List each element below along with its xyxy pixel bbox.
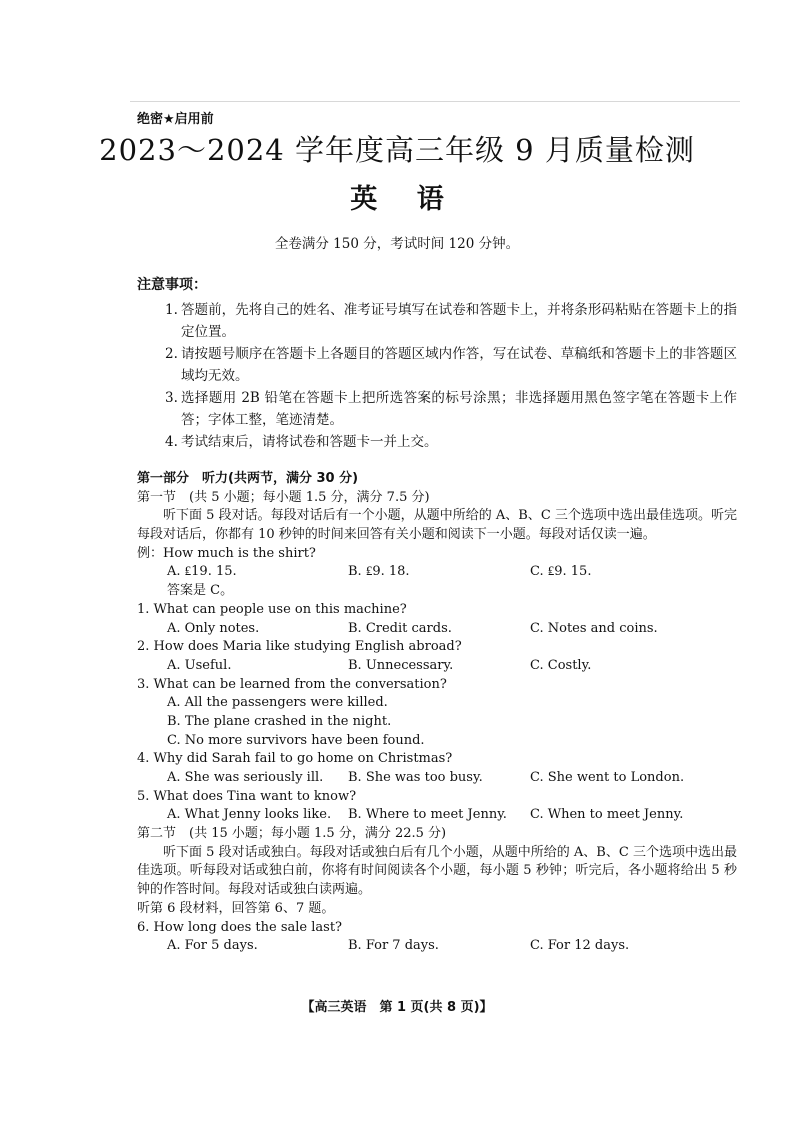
notice-item-text: 考试结束后，请将试卷和答题卡一并上交。: [181, 434, 438, 450]
question-1-options: [137, 620, 737, 639]
question-2-options: [137, 657, 737, 676]
notice-item-number: 2.: [165, 346, 178, 362]
option-c: C. For 12 days.: [530, 938, 630, 954]
option-c: C. She went to London.: [530, 770, 685, 786]
option-c: C. ₤9. 15.: [530, 564, 592, 580]
listening-section: [137, 470, 737, 956]
page-footer: 【高三英语 第 1 页(共 8 页)】: [301, 1000, 493, 1015]
section2-instructions: 听下面 5 段对话或独白。每段对话或独白后有几个小题，从题中所给的 A、B、C 三个选项中选出最佳选项。听每段对话或独白前，你将有时间阅读各个小题，每小题 5 秒钟；听完后，各小题将给出 5 秒钟的作答时间。每段对话或独白读两遍。: [137, 844, 737, 898]
option-b: B. ₤9. 18.: [348, 564, 410, 580]
option-b: B. For 7 days.: [348, 938, 439, 954]
option-b: B. She was too busy.: [348, 770, 483, 786]
option-a: A. What Jenny looks like.: [167, 807, 332, 823]
notice-item-number: 3.: [165, 390, 178, 406]
option-b: B. Where to meet Jenny.: [348, 807, 507, 823]
question-5-options: [137, 806, 737, 825]
question-3: 3. What can be learned from the conversation?: [137, 676, 447, 692]
option-b: B. Credit cards.: [348, 620, 452, 636]
exam-info: 全卷满分 150 分，考试时间 120 分钟。: [274, 236, 520, 252]
section1-heading: 第一节 (共 5 小题；每小题 1.5 分，满分 7.5 分): [137, 489, 430, 505]
notice-section: [137, 274, 737, 453]
option-a: A. All the passengers were killed.: [167, 695, 388, 711]
notice-item-text: 答题前，先将自己的姓名、准考证号填写在试卷和答题卡上，并将条形码粘贴在答题卡上的指定位置。: [181, 302, 737, 340]
subject-title: 英 语: [350, 184, 444, 215]
option-b: B. The plane crashed in the night.: [167, 713, 392, 729]
question-1: 1. What can people use on this machine?: [137, 601, 407, 617]
example-options: [137, 563, 737, 582]
option-c: C. Costly.: [530, 657, 592, 673]
notice-item-text: 请按题号顺序在答题卡上各题目的答题区域内作答，写在试卷、草稿纸和答题卡上的非答题区域均无效。: [181, 346, 737, 384]
notice-title: 注意事项：: [137, 277, 207, 293]
notice-item: [165, 343, 737, 387]
option-a: A. ₤19. 15.: [167, 564, 237, 580]
option-c: C. No more survivors have been found.: [167, 732, 425, 748]
secret-label: 绝密★启用前: [137, 112, 214, 127]
question-2: 2. How does Maria like studying English abroad?: [137, 639, 462, 655]
example-question: 例：How much is the shirt?: [137, 545, 316, 561]
section1-instructions: 听下面 5 段对话。每段对话后有一个小题，从题中所给的 A、B、C 三个选项中选出最佳选项。听完每段对话后，你都有 10 秒钟的时间来回答有关小题和阅读下一小题。每段对话仅读一遍。: [137, 508, 737, 543]
question-6-options: [137, 937, 737, 956]
notice-item-number: 1.: [165, 302, 178, 318]
top-rule: [130, 101, 740, 102]
material-note: 听第 6 段材料，回答第 6、7 题。: [137, 900, 335, 916]
exam-title: 2023～2024 学年度高三年级 9 月质量检测: [99, 133, 695, 167]
notice-item-number: 4.: [165, 434, 178, 450]
question-6: 6. How long does the sale last?: [137, 919, 343, 935]
option-c: C. Notes and coins.: [530, 620, 658, 636]
option-a: A. For 5 days.: [167, 938, 258, 954]
option-c: C. When to meet Jenny.: [530, 807, 684, 823]
option-a: A. She was seriously ill.: [167, 770, 324, 786]
notice-item: [165, 431, 737, 453]
option-b: B. Unnecessary.: [348, 657, 454, 673]
section2-heading: 第二节 (共 15 小题；每小题 1.5 分，满分 22.5 分): [137, 826, 447, 842]
example-answer: 答案是 C。: [167, 583, 234, 599]
notice-item: [165, 387, 737, 431]
question-5: 5. What does Tina want to know?: [137, 788, 357, 804]
option-a: A. Only notes.: [167, 620, 260, 636]
notice-item: [165, 299, 737, 343]
option-a: A. Useful.: [167, 657, 232, 673]
question-4-options: [137, 769, 737, 788]
notice-item-text: 选择题用 2B 铅笔在答题卡上把所选答案的标号涂黑；非选择题用黑色签字笔在答题卡上作答；字体工整，笔迹清楚。: [181, 390, 737, 428]
part-heading: 第一部分 听力(共两节，满分 30 分): [137, 471, 359, 486]
question-4: 4. Why did Sarah fail to go home on Christmas?: [137, 751, 453, 767]
